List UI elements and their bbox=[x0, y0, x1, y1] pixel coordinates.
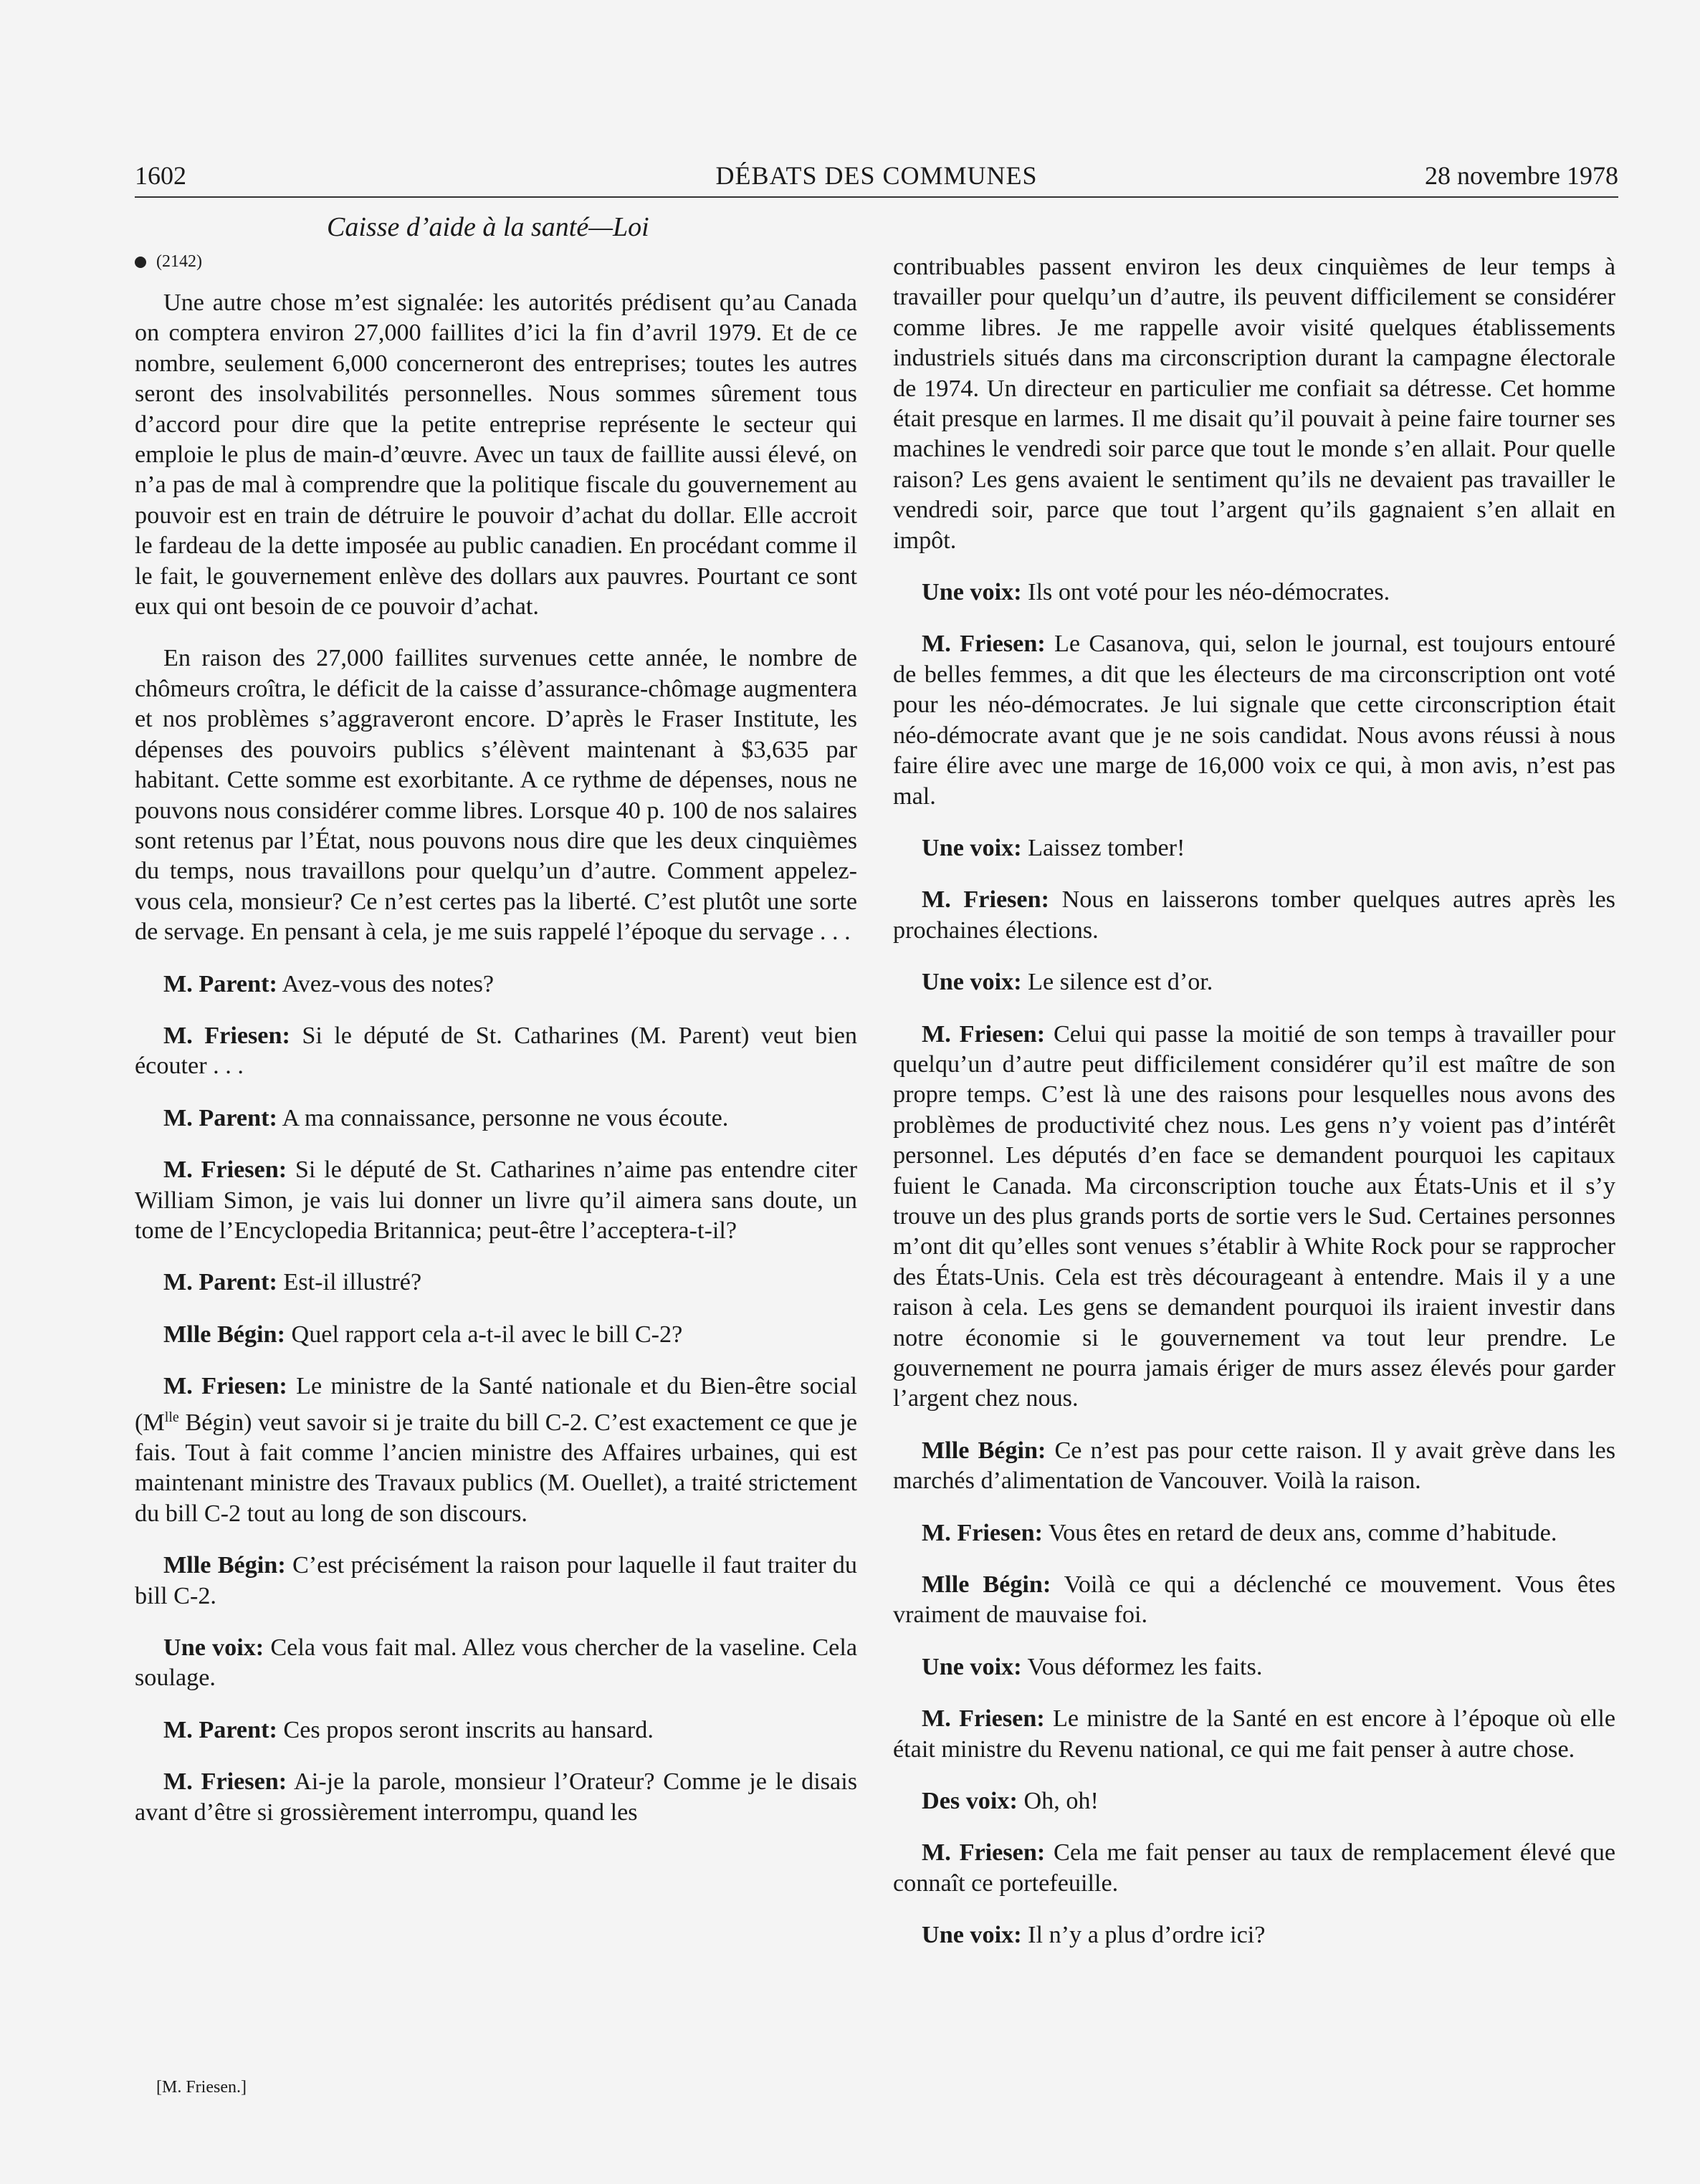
right-column bbox=[893, 252, 1615, 1973]
paragraph bbox=[135, 1633, 857, 1694]
paragraph-text: Vous déformez les faits. bbox=[1027, 1653, 1263, 1680]
paragraph-text: Nous en laisserons tomber quelques autres après les prochaines élections. bbox=[893, 886, 1615, 944]
speaker-name: Mlle Bégin: bbox=[922, 1571, 1051, 1599]
time-marker-label: (2142) bbox=[156, 252, 202, 271]
paragraph-text: Quel rapport cela a-t-il avec le bill C-2? bbox=[291, 1321, 683, 1348]
speaker-name: M. Friesen: bbox=[922, 1839, 1046, 1867]
page-header bbox=[135, 156, 1618, 198]
paragraph bbox=[893, 578, 1615, 608]
paragraph bbox=[893, 885, 1615, 946]
paragraph-text: A ma connaissance, personne ne vous écoute. bbox=[282, 1104, 729, 1131]
paragraph bbox=[893, 252, 1615, 556]
paragraph bbox=[135, 1103, 857, 1134]
speaker-name: M. Friesen: bbox=[922, 1705, 1045, 1733]
speaker-name: M. Friesen: bbox=[922, 1519, 1043, 1546]
paragraph bbox=[893, 1436, 1615, 1497]
speaker-name: M. Parent: bbox=[163, 1104, 277, 1131]
speaker-name: Des voix: bbox=[922, 1788, 1018, 1815]
paragraph bbox=[135, 1021, 857, 1082]
paragraph bbox=[135, 1767, 857, 1828]
paragraph bbox=[135, 1155, 857, 1246]
paragraph bbox=[135, 1320, 857, 1350]
paragraph-text: Si le député de St. Catharines n’aime pas entendre citer William Simon, je vais lui donner un livre qu’il aimera sans doute, un tome de l’Encyclopedia Britannica; peut-être l’acceptera-t-il? bbox=[135, 1156, 858, 1244]
speaker-note: [M. Friesen.] bbox=[156, 2078, 247, 2097]
paragraph bbox=[893, 1786, 1615, 1816]
speaker-name: M. Friesen: bbox=[163, 1768, 287, 1796]
paragraph-text: Cela vous fait mal. Allez vous chercher de la vaseline. Cela soulage. bbox=[135, 1634, 858, 1692]
paragraph bbox=[135, 288, 857, 622]
speaker-name: M. Parent: bbox=[163, 1716, 277, 1743]
speaker-name: Une voix: bbox=[922, 969, 1022, 996]
paragraph bbox=[893, 967, 1615, 997]
paragraph-text: Ai-je la parole, monsieur l’Orateur? Comme je le disais avant d’être si grossièrement interrompu, quand les bbox=[135, 1768, 858, 1826]
paragraph-text: Le silence est d’or. bbox=[1028, 969, 1213, 996]
paragraph bbox=[135, 969, 857, 1000]
speaker-name: Une voix: bbox=[163, 1634, 264, 1662]
speaker-name: Mlle Bégin: bbox=[163, 1321, 285, 1348]
paragraph-text: Une autre chose m’est signalée: les autorités prédisent qu’au Canada on comptera environ 27,000 faillites d’ici la fin d’avril 1979. Et de ce nombre, seulement 6,000 concerneront des entreprises; toutes les autres seront des insolvabilités personnelles. Nous sommes sûrement tous d’accord pour dire que la petite entreprise représente le secteur qui emploie le plus de main-d’œuvre. Avec un taux de faillite aussi élevé, on n’a pas de mal à comprendre que la politique fiscale du gouvernement au pouvoir est en train de détruire le pouvoir d’achat du dollar. Elle accroit le fardeau de la dette imposée au public canadien. En procédant comme il le fait, le gouvernement enlève des dollars aux pauvres. Pourtant ce sont eux qui ont besoin de ce pouvoir d’achat. bbox=[135, 289, 857, 621]
paragraph-text: Avez-vous des notes? bbox=[282, 970, 495, 997]
paragraph bbox=[893, 1570, 1615, 1631]
paragraph bbox=[893, 1920, 1615, 1950]
publication-date: 28 novembre 1978 bbox=[1425, 161, 1618, 190]
paragraph bbox=[893, 1704, 1615, 1765]
paragraph-text: Le ministre de la Santé en est encore à l’époque où elle était ministre du Revenu national, ce qui me fait penser à autre chose. bbox=[893, 1705, 1616, 1763]
paragraph-text: contribuables passent environ les deux cinquièmes de leur temps à travailler pour quelqu’un d’autre, ils peuvent difficilement se considérer comme libres. Je me rappelle avoir visité quelques établissements industriels situés dans ma circonscription durant la campagne électorale de 1974. Un directeur en particulier me confiait sa détresse. Cet homme était presque en larmes. Il me disait qu’il pouvait à peine faire tourner ses machines le vendredi soir parce que tout le monde s’en allait. Pour quelle raison? Les gens avaient le sentiment qu’ils ne devaient pas travailler le vendredi soir, parce que tout l’argent qu’ils gagnaient s’en allait en impôt. bbox=[893, 254, 1615, 554]
speaker-name: M. Parent: bbox=[163, 970, 277, 997]
paragraph bbox=[893, 833, 1615, 863]
publication-title: DÉBATS DES COMMUNES bbox=[715, 161, 1038, 190]
speaker-name: Une voix: bbox=[922, 1653, 1022, 1680]
speaker-name: Une voix: bbox=[922, 1922, 1022, 1949]
paragraph-text: C’est précisément la raison pour laquelle il faut traiter du bill C-2. bbox=[135, 1552, 857, 1609]
speaker-name: M. Friesen: bbox=[163, 1156, 287, 1184]
paragraph bbox=[893, 1838, 1615, 1899]
speaker-name: M. Friesen: bbox=[922, 631, 1046, 658]
paragraph-text: Oh, oh! bbox=[1023, 1788, 1099, 1815]
paragraph bbox=[135, 1551, 857, 1611]
paragraph-text: Est-il illustré? bbox=[283, 1269, 422, 1296]
paragraph-text: Ce n’est pas pour cette raison. Il y avait grève dans les marchés d’alimentation de Vancouver. Voilà la raison. bbox=[893, 1437, 1616, 1495]
paragraph bbox=[135, 1371, 857, 1529]
paragraph-text: Si le député de St. Catharines (M. Parent) veut bien écouter . . . bbox=[135, 1022, 857, 1080]
left-column bbox=[135, 288, 857, 1849]
paragraph-text: Bégin) veut savoir si je traite du bill C-2. C’est exactement ce que je fais. Tout à fait comme l’ancien ministre des Affaires urbaines, qui est maintenant ministre des Travaux publics (M. Ouellet), a traité strictement du bill C-2 tout au long de son discours. bbox=[135, 1409, 857, 1527]
speaker-name: M. Parent: bbox=[163, 1269, 277, 1296]
paragraph bbox=[135, 1268, 857, 1298]
paragraph-text: Celui qui passe la moitié de son temps à travailler pour quelqu’un d’autre peut difficilement considérer qu’il est maître de son propre temps. C’est là une des raisons pour lesquelles nous avons des problèmes de productivité chez nous. Les gens n’y voient pas d’intérêt personnel. Les députés d’en face se demandent pourquoi les capitaux fuient le Canada. Ma circonscription touche aux États-Unis et il s’y trouve un des plus grands ports de sortie vers le Sud. Certaines personnes m’ont dit qu’elles sont venues s’établir à White Rock pour se rapprocher des États-Unis. Cela est très décourageant à entendre. Mais il y a une raison à cela. Les gens se demandent pourquoi ils iraient investir dans notre économie si le gouvernement va tout leur prendre. Le gouvernement ne pourra jamais ériger de murs assez élevés pour garder l’argent chez nous. bbox=[893, 1020, 1616, 1412]
paragraph bbox=[135, 1715, 857, 1745]
paragraph bbox=[893, 1518, 1615, 1548]
paragraph bbox=[893, 629, 1615, 811]
paragraph bbox=[893, 1652, 1615, 1682]
paragraph-text: Le Casanova, qui, selon le journal, est toujours entouré de belles femmes, a dit que les électeurs de ma circonscription ont voté pour les néo-démocrates. Je lui signale que cette circonscription était néo-démocrate avant que je ne sois candidat. Nous avons réussi à nous faire élire avec une marge de 16,000 voix ce qui, à mon avis, n’est pas mal. bbox=[893, 631, 1616, 810]
speaker-name: M. Friesen: bbox=[922, 1020, 1046, 1048]
page-number: 1602 bbox=[135, 161, 186, 190]
paragraph-text: Vous êtes en retard de deux ans, comme d’habitude. bbox=[1048, 1519, 1557, 1546]
paragraph-text: Laissez tomber! bbox=[1028, 834, 1185, 861]
speaker-name: M. Friesen: bbox=[922, 886, 1049, 914]
paragraph-text: En raison des 27,000 faillites survenues cette année, le nombre de chômeurs croîtra, le déficit de la caisse d’assurance-chômage augmentera et nos problèmes s’aggraveront encore. D’après le Fraser Institute, les dépenses des pouvoirs publics s’élèvent maintenant à $3,635 par habitant. Cette somme est exorbitante. A ce rythme de dépenses, nous ne pouvons nous considérer comme libres. Lorsque 40 p. 100 de nos salaires sont retenus par l’État, nous pouvons nous dire que les deux cinquièmes du temps, nous travaillons pour quelqu’un d’autre. Comment appelez-vous cela, monsieur? Ce n’est certes pas la liberté. C’est plutôt une sorte de servage. En pensant à cela, je me suis rappelé l’époque du servage . . . bbox=[135, 645, 857, 946]
paragraph-text: Le ministre de la Santé nationale et du Bien-être social (M bbox=[135, 1373, 858, 1436]
paragraph-text: Cela me fait penser au taux de remplacement élevé que connaît ce portefeuille. bbox=[893, 1839, 1615, 1897]
superscript: lle bbox=[164, 1409, 179, 1425]
speaker-name: M. Friesen: bbox=[163, 1373, 287, 1400]
paragraph-text: Voilà ce qui a déclenché ce mouvement. Vous êtes vraiment de mauvaise foi. bbox=[893, 1571, 1615, 1629]
paragraph-text: Ils ont voté pour les néo-démocrates. bbox=[1028, 579, 1390, 606]
speaker-name: Mlle Bégin: bbox=[163, 1552, 286, 1579]
bullet-icon bbox=[135, 257, 146, 268]
time-marker bbox=[135, 252, 202, 272]
paragraph-text: Ces propos seront inscrits au hansard. bbox=[283, 1716, 654, 1743]
section-title: Caisse d’aide à la santé—Loi bbox=[327, 212, 649, 242]
paragraph bbox=[135, 643, 857, 947]
paragraph bbox=[893, 1020, 1615, 1414]
speaker-name: Mlle Bégin: bbox=[922, 1437, 1046, 1464]
paragraph-text: Il n’y a plus d’ordre ici? bbox=[1028, 1922, 1266, 1949]
speaker-name: Une voix: bbox=[922, 834, 1022, 861]
speaker-name: M. Friesen: bbox=[163, 1022, 290, 1049]
speaker-name: Une voix: bbox=[922, 579, 1022, 606]
